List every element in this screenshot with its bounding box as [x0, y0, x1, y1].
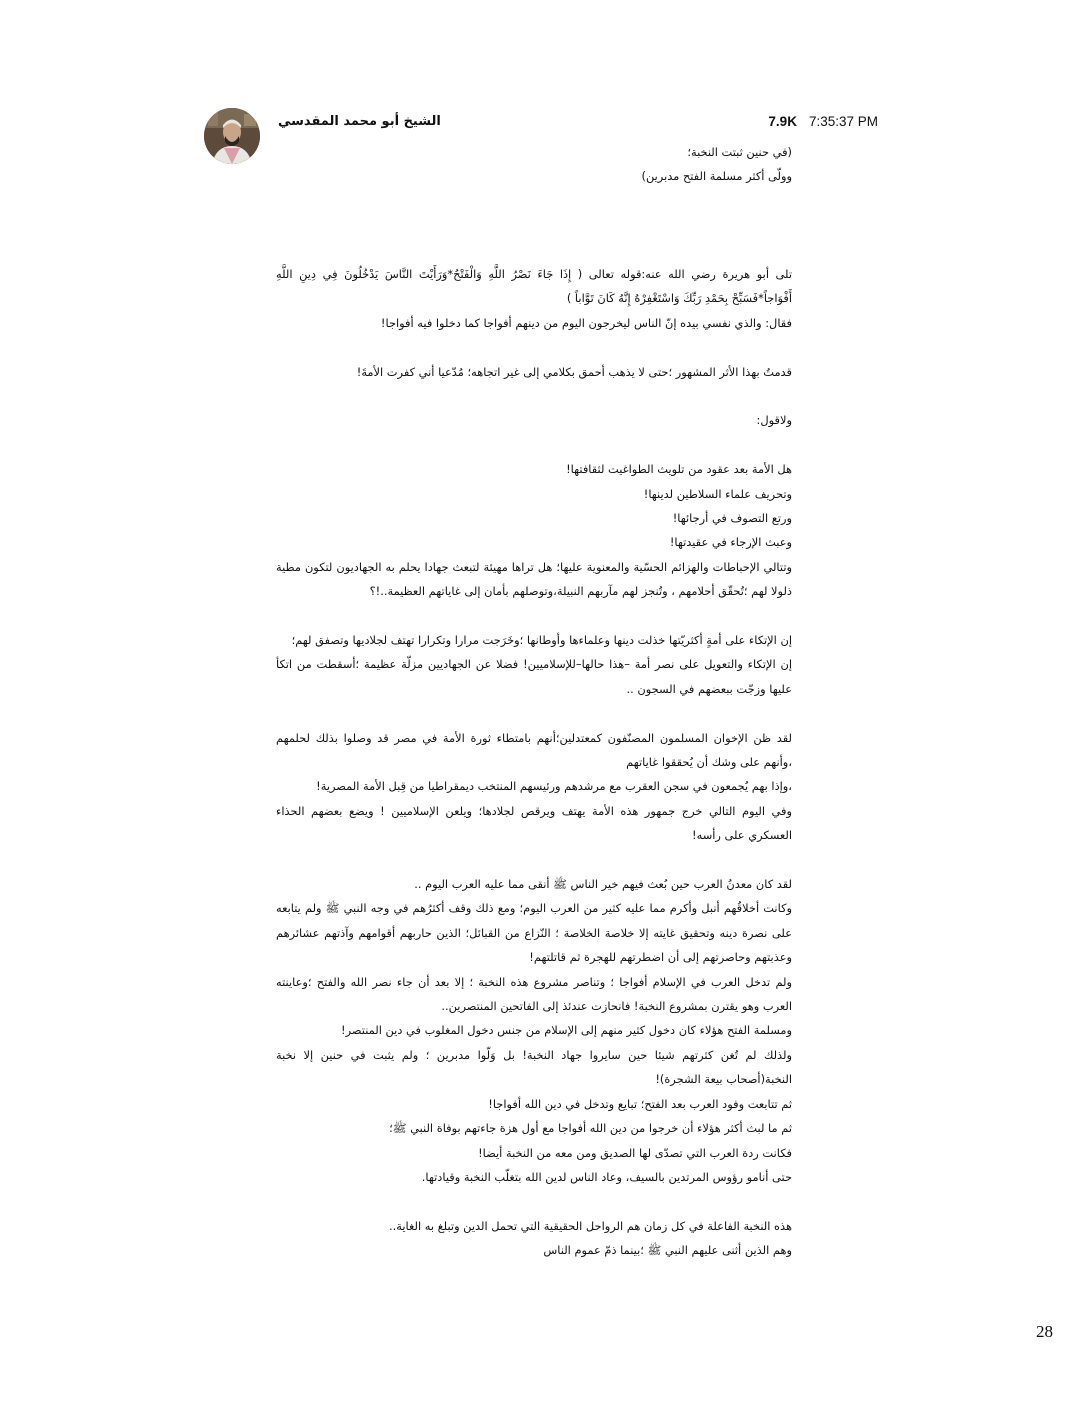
text-paragraph: لقد ظن الإخوان المسلمون المصنّفون كمعتدلين؛أنهم بامتطاء ثورة الأمة في مصر قد وصلوا بذلك لحلمهم ،وأنهم على وشك أن يُحققوا غاياتهم: [276, 730, 792, 770]
text-line: وهم الذين أثنى عليهم النبي ﷺ ؛بينما ذمّ عموم الناس: [543, 1243, 792, 1258]
text-line: فقال: والذي نفسي بيده إنّ الناس ليخرجون اليوم من دينهم أفواجا كما دخلوا فيه أفواجا!: [380, 315, 792, 330]
text-line: هل الأمة بعد عقود من تلويث الطواغيت لثقافتها!: [566, 462, 792, 477]
text-line: وولّى أكثر مسلمة الفتح مدبرين): [641, 169, 792, 184]
post-time: 7:35:37 PM: [808, 114, 878, 129]
text-line: لقد كان معدنُ العرب حين بُعث فيهم خير الناس ﷺ أنقى مما عليه العرب اليوم ..: [414, 877, 792, 892]
text-line: (في حنين ثبتت النخبة؛: [687, 145, 792, 159]
text-paragraph: وكانت أخلاقُهم أنبل وأكرم مما عليه كثير من العرب اليوم؛ ومع ذلك وقف أكثرُهم في وجه النبي ﷺ ولم يتابعه على نصرة دينه وتحقيق غايته إلا خلاصة الخلاصة ؛ النّزاع من القبائل؛ الذين حاربهم أقوامهم وآذتهم عشائرهم وعذبتهم وحاصرتهم إلى أن اضطرتهم للهجرة ثم قاتلتهم!: [276, 901, 792, 965]
text-paragraph: ،وإذا بهم يُجمعون في سجن العقرب مع مرشدهم ورئيسهم المنتخب ديمقراطيا من قِبل الأمة المصرية!: [316, 779, 792, 794]
text-line: فكانت ردة العرب التي تصدّى لها الصديق ومن معه من النخبة أيضا!: [478, 1145, 792, 1160]
text-paragraph: ولذلك لم تُغن كثرتهم شيئا حين سايروا جهاد النخبة! بل وَلّوا مدبرين ؛ ولم يثبت في حنين إلا نخبة النخبة(أصحاب بيعة الشجرة)!: [276, 1047, 792, 1087]
view-count: 7.9K: [768, 114, 797, 129]
post-meta: [768, 114, 878, 129]
text-paragraph: تلى أبو هريرة رضي الله عنه:قوله تعالى ( إِذَا جَاءَ نَصْرُ اللَّهِ وَالْفَتْحُ*وَرَأَيْتَ النَّاسَ يَدْخُلُونَ فِي دِينِ اللَّهِ أَفْوَاجاً*فَسَبِّحْ بِحَمْدِ رَبِّكَ وَاسْتَغْفِرْهُ إِنَّهُ كَانَ تَوَّاباً ): [276, 266, 792, 306]
text-line: وتحريف علماء السلاطين لدينها!: [643, 486, 792, 501]
text-paragraph: إن الإتكاء والتعويل على نصر أمة –هذا حالها–للإسلاميين! فضلا عن الجهاديين مزلّة عظيمة ؛أسقطت من اتكأ عليها وزجّت ببعضهم في السجون ..: [276, 657, 792, 696]
page-number: 28: [1036, 1322, 1053, 1341]
avatar[interactable]: [204, 108, 260, 164]
text-line: ثم تتابعت وفود العرب بعد الفتح؛ تبايع وتدخل في دين الله أفواجا!: [488, 1096, 792, 1111]
text-paragraph: وتتالي الإحباطات والهزائم الحسّية والمعنوية عليها؛ هل تراها مهيئة لتبعث جهادا يحلم به الجهاديون لتكون مطية ذلولا لهم ؛تُحقّق أحلامهم ، وتُنجز لهم مآربهم النبيلة،وتوصلهم بأمان إلى غاياتهم العظيمة..!؟: [276, 559, 792, 599]
text-line: ورتع التصوف في أرجائها!: [672, 511, 792, 525]
text-line: ولاقول:: [756, 413, 792, 428]
text-line: وعبث الإرجاء في عقيدتها!: [669, 535, 792, 550]
author-name[interactable]: الشيخ أبو محمد المقدسي: [278, 114, 441, 129]
text-paragraph: قدمتُ بهذا الأثر المشهور ؛حتى لا يذهب أحمق بكلامي إلى غير اتجاهه؛ مُدّعيا أني كفرت الأمةَ!: [356, 364, 792, 379]
post-body: [276, 140, 792, 1263]
text-line: هذه النخبة الفاعلة في كل زمان هم الرواحل الحقيقية التي تحمل الدين وتبلغ به الغاية..: [388, 1218, 792, 1233]
text-line: ثم ما لبث أكثر هؤلاء أن خرجوا من دين الله أفواجا مع أول هزة جاءتهم بوفاة النبي ﷺ؛: [389, 1121, 792, 1136]
text-paragraph: وفي اليوم التالي خرج جمهور هذه الأمة يهتف ويرقص لجلادها؛ ويلعن الإسلاميين ! ويضع بعضهم الحذاء العسكري على رأسه!: [276, 803, 792, 843]
text-line: حتى أنامو رؤوس المرتدين بالسيف، وعاد الناس لدين الله بتغلّب النخبة وقيادتها.: [421, 1169, 792, 1184]
text-paragraph: ولم تدخل العرب في الإسلام أفواجا ؛ وتناصر مشروع هذه النخبة ؛ إلا بعد أن جاء نصر الله والفتح ؛وعاينته العرب وهو يقترن بمشروع النخبة! فانحازت عندئذ إلى الفاتحين المنتصرين..: [276, 974, 792, 1014]
text-line: ومسلمة الفتح هؤلاء كان دخول كثير منهم إلى الإسلام من جنس دخول المغلوب في دين المنتصر!: [341, 1023, 792, 1038]
text-paragraph: إن الإتكاء على أمةٍ أكثريّتها خذلت دينها وعلماءها وأوطانها ؛وخَرَجت مرارا وتكرارا تهتف لجلاديها وتصفق لهم؛: [291, 633, 792, 648]
avatar-portrait-icon: [204, 108, 260, 164]
